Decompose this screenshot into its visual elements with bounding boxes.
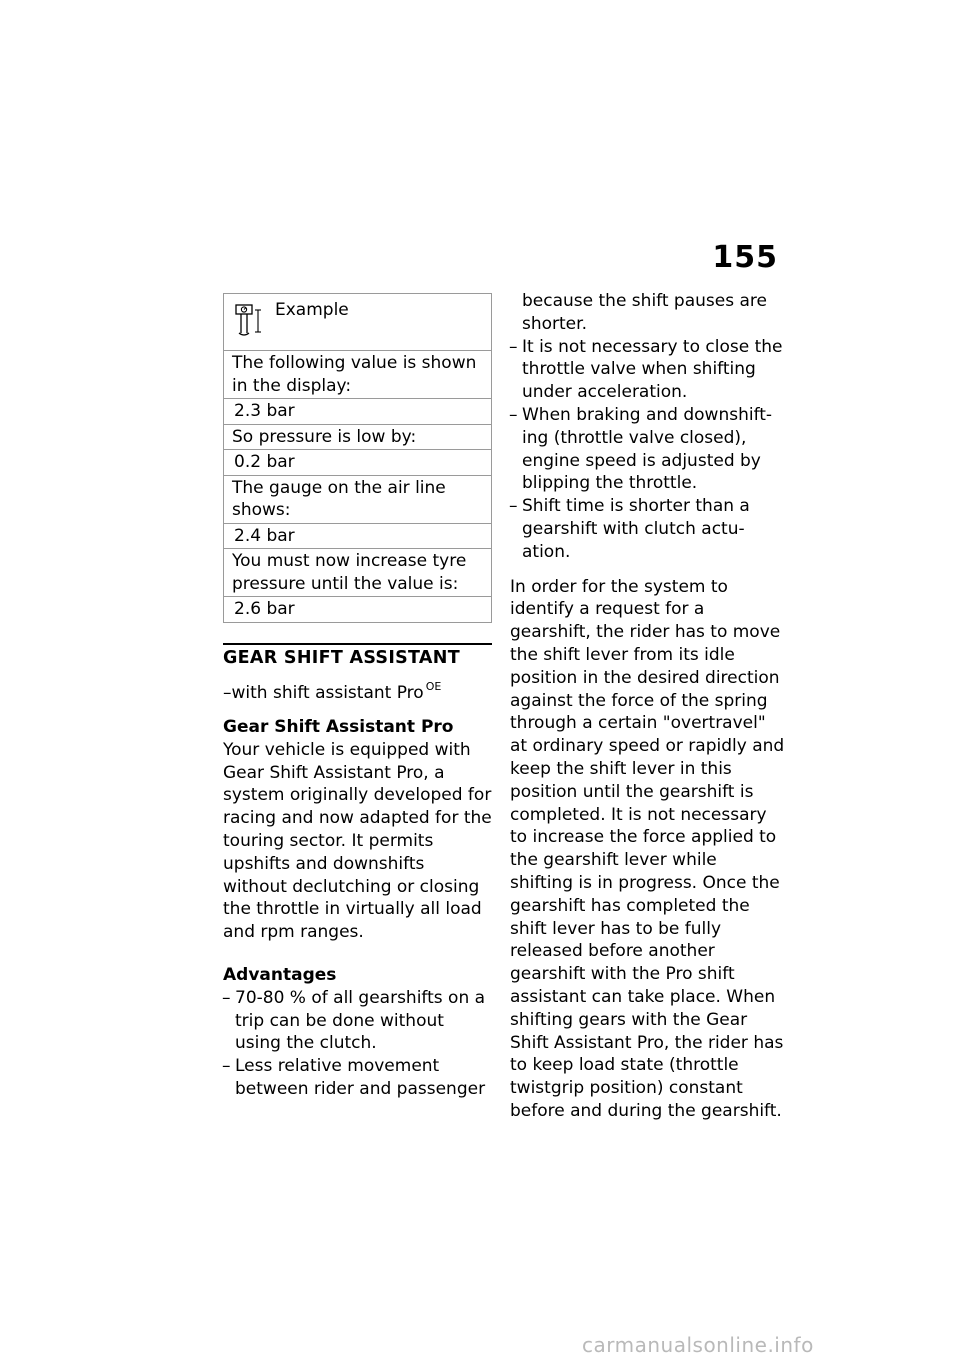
section-title: GEAR SHIFT ASSISTANT bbox=[223, 647, 460, 668]
example-label: The following value is shown in the display: bbox=[224, 351, 492, 399]
list-item: – It is not necessary to close the throttle valve when shifting under acceleration. bbox=[510, 336, 785, 404]
intro-paragraph: Your vehicle is equipped with Gear Shift Assistant Pro, a system originally developed for racing and now adapted for the touring sector. It permits upshifts and downshifts without declutching or closing the throttle in virtually all load and rpm ranges. bbox=[223, 739, 492, 943]
optional-equipment-mark: OE bbox=[425, 679, 442, 693]
watermark: carmanualsonline.info bbox=[582, 1333, 814, 1357]
page-number: 155 bbox=[712, 240, 778, 275]
advantages-list-continued bbox=[510, 290, 785, 564]
example-label: The gauge on the air line shows: bbox=[224, 475, 492, 523]
example-table bbox=[223, 293, 492, 623]
example-value: 2.6 bar bbox=[224, 597, 492, 623]
advantages-heading: Advantages bbox=[223, 964, 337, 985]
advantages-list bbox=[223, 987, 493, 1101]
example-label: You must now increase tyre pressure until the value is: bbox=[224, 549, 492, 597]
list-item: – When braking and downshift-ing (throttle valve closed), engine speed is adjusted by blipping the throttle. bbox=[510, 404, 785, 495]
left-column bbox=[223, 293, 493, 1101]
list-item: – Shift time is shorter than a gearshift with clutch actu-ation. bbox=[510, 495, 785, 563]
example-value: 0.2 bar bbox=[224, 450, 492, 476]
example-header bbox=[224, 294, 492, 351]
section-divider bbox=[223, 643, 492, 645]
right-column bbox=[510, 290, 785, 1123]
qualifier-text: –with shift assistant Pro bbox=[223, 682, 424, 703]
subheading: Gear Shift Assistant Pro bbox=[223, 717, 454, 737]
example-title: Example bbox=[275, 300, 349, 320]
body-paragraph: In order for the system to identify a request for a gearshift, the rider has to move the shift lever from its idle position in the desired direction against the force of the spring through a certain "overtravel" at ordinary speed or rapidly and keep the shift lever in this position until the gearshift is completed. It is not necessary to increase the force applied to the gearshift lever while shifting is in progress. Once the gearshift has completed the shift lever has to be fully released before another gearshift with the Pro shift assistant can take place. When shifting gears with the Gear Shift Assistant Pro, the rider has to keep load state (throttle twistgrip position) constant before and during the gearshift. bbox=[510, 576, 785, 1121]
example-label: So pressure is low by: bbox=[224, 424, 492, 450]
list-item: – Less relative movement between rider and passenger bbox=[223, 1055, 493, 1101]
list-item-continuation: because the shift pauses are shorter. bbox=[522, 291, 767, 334]
example-value: 2.3 bar bbox=[224, 399, 492, 425]
example-value: 2.4 bar bbox=[224, 523, 492, 549]
equipment-qualifier bbox=[223, 676, 493, 705]
tyre-pressure-gauge-icon bbox=[234, 302, 266, 338]
list-item: – 70-80 % of all gearshifts on a trip can be done without using the clutch. bbox=[223, 987, 493, 1055]
